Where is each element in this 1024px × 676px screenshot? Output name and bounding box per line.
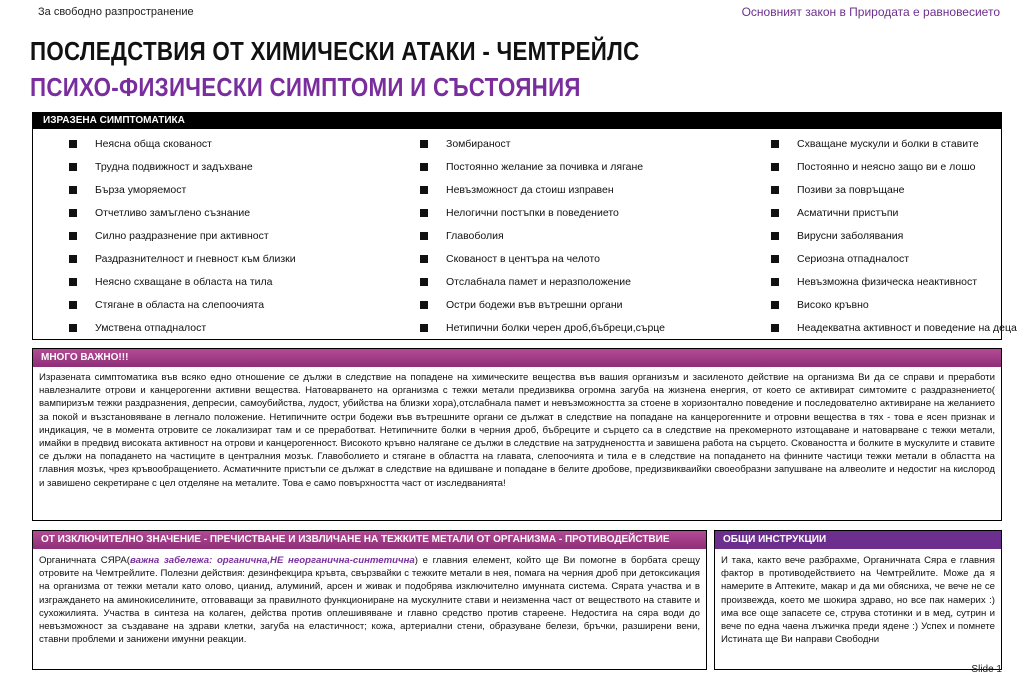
metals-heading: ОТ ИЗКЛЮЧИТЕЛНО ЗНАЧЕНИЕ - ПРЕЧИСТВАНЕ И ИЗВЛИЧАНЕ НА ТЕЖКИТЕ МЕТАЛИ ОТ ОРГАНИЗМА - ПРОТИВОДЕЙСТВИЕ: [33, 531, 706, 549]
symptom-item: [771, 298, 1001, 321]
symptoms-heading: ИЗРАЗЕНА СИМПТОМАТИКА: [33, 113, 1001, 129]
square-bullet-icon: [69, 186, 77, 194]
square-bullet-icon: [771, 209, 779, 217]
symptom-item: [420, 252, 771, 275]
square-bullet-icon: [420, 324, 428, 332]
symptom-label: Бърза уморяемост: [95, 184, 187, 196]
square-bullet-icon: [420, 186, 428, 194]
square-bullet-icon: [69, 324, 77, 332]
symptom-item: [69, 321, 420, 344]
symptom-label: Главоболия: [446, 230, 504, 242]
symptom-label: Схващане мускули и болки в ставите: [797, 138, 979, 150]
symptom-item: [771, 321, 1017, 344]
symptom-item: [420, 183, 771, 206]
slide-number: Slide 1: [971, 664, 1002, 675]
symptom-item: [69, 298, 420, 321]
metals-text-start: Органичната СЯРА(: [39, 555, 131, 566]
metals-text: [33, 549, 706, 651]
symptom-label: Неясна обща скованост: [95, 138, 212, 150]
square-bullet-icon: [771, 232, 779, 240]
symptom-label: Невъзможност да стоиш изправен: [446, 184, 614, 196]
symptom-label: Високо кръвно: [797, 299, 869, 311]
symptom-item: [420, 229, 771, 252]
square-bullet-icon: [69, 209, 77, 217]
symptom-label: Сериозна отпадналост: [797, 253, 910, 265]
square-bullet-icon: [771, 186, 779, 194]
symptom-item: [771, 206, 1001, 229]
symptom-item: [69, 160, 420, 183]
symptoms-column-1: [69, 137, 420, 344]
symptom-label: Стягане в областа на слепоочията: [95, 299, 265, 311]
distribution-note: За свободно разпространение: [38, 6, 194, 18]
symptom-label: Неясно схващане в областа на тила: [95, 276, 273, 288]
instructions-panel: [714, 530, 1002, 670]
symptom-item: [420, 137, 771, 160]
square-bullet-icon: [771, 278, 779, 286]
square-bullet-icon: [771, 163, 779, 171]
square-bullet-icon: [69, 301, 77, 309]
symptoms-column-3: [771, 137, 1017, 344]
symptom-item: [69, 137, 420, 160]
symptom-label: Остри бодежи във вътрешни органи: [446, 299, 623, 311]
important-heading: МНОГО ВАЖНО!!!: [33, 349, 1001, 367]
symptom-item: [771, 183, 1001, 206]
symptoms-column-2: [420, 137, 771, 344]
symptom-item: [771, 137, 1001, 160]
symptom-label: Постоянно желание за почивка и лягане: [446, 161, 644, 173]
symptom-item: [69, 275, 420, 298]
page-subtitle: ПСИХО-ФИЗИЧЕСКИ СИМПТОМИ И СЪСТОЯНИЯ: [30, 72, 581, 102]
symptom-label: Отслабнала памет и неразположение: [446, 276, 631, 288]
square-bullet-icon: [771, 324, 779, 332]
symptom-item: [420, 160, 771, 183]
square-bullet-icon: [420, 209, 428, 217]
symptom-label: Невъзможна физическа неактивност: [797, 276, 978, 288]
square-bullet-icon: [771, 255, 779, 263]
square-bullet-icon: [420, 232, 428, 240]
symptom-item: [771, 160, 1001, 183]
square-bullet-icon: [771, 301, 779, 309]
symptom-item: [69, 229, 420, 252]
square-bullet-icon: [771, 140, 779, 148]
symptom-label: Отчетливо замъглено съзнание: [95, 207, 251, 219]
page-title: ПОСЛЕДСТВИЯ ОТ ХИМИЧЕСКИ АТАКИ - ЧЕМТРЕЙЛС: [30, 36, 640, 66]
symptom-label: Постоянно и неясно защо ви е лошо: [797, 161, 976, 173]
symptom-item: [771, 229, 1001, 252]
square-bullet-icon: [420, 278, 428, 286]
square-bullet-icon: [69, 232, 77, 240]
symptom-label: Позиви за повръщане: [797, 184, 905, 196]
square-bullet-icon: [420, 255, 428, 263]
symptom-item: [420, 321, 771, 344]
symptoms-panel: [32, 112, 1017, 340]
symptom-label: Трудна подвижност и задъхване: [95, 161, 253, 173]
symptom-item: [420, 275, 771, 298]
square-bullet-icon: [69, 278, 77, 286]
symptom-label: Скованост в центъра на челото: [446, 253, 600, 265]
symptom-label: Умствена отпадналост: [95, 322, 207, 334]
symptom-label: Нелогични постъпки в поведението: [446, 207, 619, 219]
symptom-item: [771, 252, 1001, 275]
motto-note: Основният закон в Природата е равновесието: [741, 5, 1000, 19]
symptom-label: Силно раздразнение при активност: [95, 230, 269, 242]
symptom-item: [420, 206, 771, 229]
metals-accent-note: важна забележа: органична,НЕ неорганична-синтетична: [130, 555, 415, 566]
symptom-item: [69, 183, 420, 206]
symptom-label: Зомбираност: [446, 138, 511, 150]
square-bullet-icon: [420, 163, 428, 171]
instructions-heading: ОБЩИ ИНСТРУКЦИИ: [715, 531, 1001, 549]
square-bullet-icon: [69, 255, 77, 263]
important-text: Изразената симптоматика във всяко едно отношение се дължи в следствие на попадене на химическите вещества във вашия организъм и засиленото действие на организма Ви да се справи и преработи навлезналите отрови и канцерогенни активни вещества. Натоварването на организма с тежки метали предизвиква огромна загуба на жизнена енергия, от което се активират симтомите с раздразнението( вампиризъм тежки раздразнения, депресии, самоубийства, лудост, убийства на близки хора),отслабнала памет и невъзможността за стоене в хоризонтално поведение и последователно активиране на желанието за покой и възстановяване в легнало положение. Нетипичните остри бодежи във вътрешните органи се дължат в следствие на попадане на канцерогенните и отровни вещества в тях - това е ясен признак и индикация, че в момента отровите се локализират там и се преработват. Нетипичните болки в черния дроб, бъбреците и сърцето са в следствие на прекомерното изтощаване и натоварване с тежки метали, имайки в предвид високата активност на отрови и канцерогенност. Високото кръвно налягане се дължи в следствие на затруднеността и завишена работа на сърцето. Сковаността и болките в мускулите и ставите се дължи на попадането на частиците в централния мозък. Главоболието и стягане в областта на главата, слепоочията и тила е в следствие на попадането на финните частици тежки метали в областта на главния мозък, чрез кръвообращението. Асматичните пристъпи се дължат в следствие на вдишване и попадане в белите дробове, предизвикваийки своеобразни запушване на алвеолите и недостиг на кислород и завишено секретиране с цел отделяне на металите. Това е само повърхността част от изследванията!: [39, 372, 995, 489]
symptom-label: Асматични пристъпи: [797, 207, 899, 219]
square-bullet-icon: [420, 140, 428, 148]
symptom-label: Раздразнителност и гневност към близки: [95, 253, 296, 265]
symptom-item: [771, 275, 1001, 298]
symptom-label: Нетипични болки черен дроб,бъбреци,сърце: [446, 322, 666, 334]
symptom-label: Вирусни заболявания: [797, 230, 904, 242]
instructions-text: И така, както вече разбрахме, Органичната Сяра е главния фактор в противодействието на Чемтрейлите. Може да я намерите в Аптеките, макар и да ми обясниха, че вече не се произвежда, което ме шокира здраво, но все пак намерих :) има все още запасете се, струва стотинки и в мед, сутрин и вече по една чаена лъжичка преди ядене :) Успех и помнете Истината ще Ви направи Свободни: [721, 555, 995, 646]
important-panel: [32, 348, 1002, 521]
metals-text-end: ) е главния елемент, който ще Ви помогне в борбата срещу отровите на Чемтрейлите. Полезни действия: дезинфекцира кръвта, свързвайки с тежките метали в нея, помага на черния дроб при детоксикация на организма от тежки метали като олово, цианид, алуминий, арсен и живак и подобрява изключително имунната система. Сярата участва и в изграждането на аминокиселините, отговаващи за правилното функциониране на мускулните стави и неизменна част от веществото на ставите и сухожилията. Участва в синтеза на колаген, действа против оплешивяване и главно средство против стареене. Недостига на сяра води до невъзможност за създаване на здрави клетки, загуба на еластичност; кожа, артериални стени, образуване белези, бръчки, разширени вени, ставни проблеми и занижени имунни реакции.: [39, 555, 701, 646]
square-bullet-icon: [420, 301, 428, 309]
symptom-item: [420, 298, 771, 321]
metals-panel: [32, 530, 707, 670]
symptom-item: [69, 206, 420, 229]
symptom-item: [69, 252, 420, 275]
square-bullet-icon: [69, 163, 77, 171]
symptom-label: Неадекватна активност и поведение на деца: [797, 322, 1017, 334]
square-bullet-icon: [69, 140, 77, 148]
